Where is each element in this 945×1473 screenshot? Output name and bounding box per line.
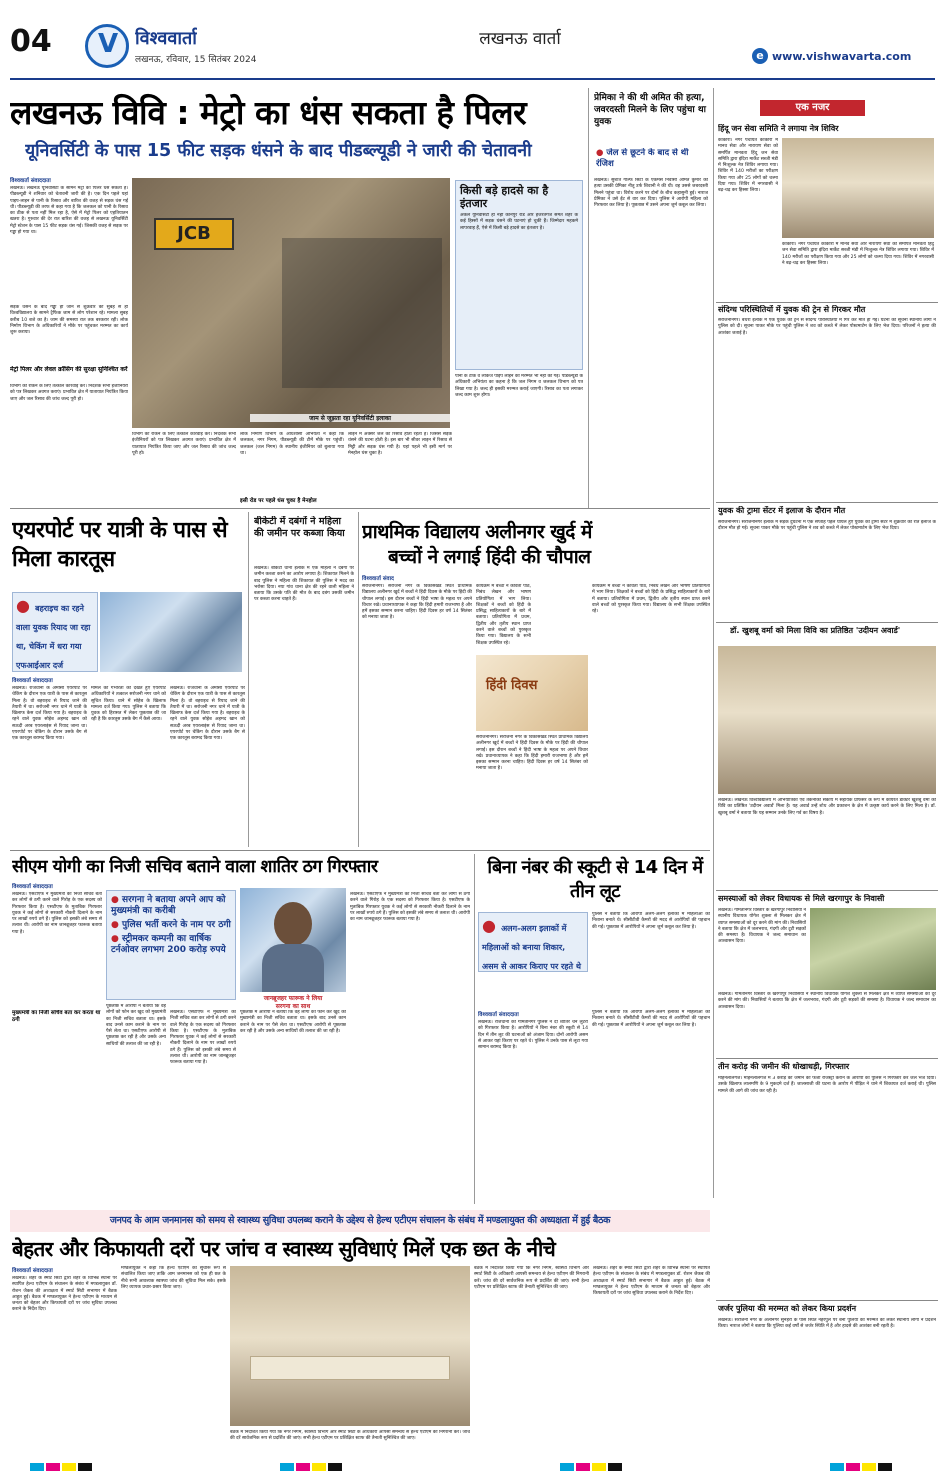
fraud-callout-box [106,890,236,1000]
date-line: लखनऊ, रविवार, 15 सितंबर 2024 [135,55,257,65]
murder-callout-text: जेल से छूटने के बाद से थी रंजिश [596,148,689,169]
scooty-body-2: पुलिस ने बताया कि आरोपी अलग-अलग इलाकों में महिलाओं को निशाना बनाते थे। सीसीटीवी कैमरों की मदद से आरोपियों की पहचान की गई। पूछताछ में आरोपियों ने अपना जुर्म कबूल कर लिया है। [592,1010,710,1028]
scooty-callout-text: अलग-अलग इलाकों में महिलाओं को बनाया शिकार, असम से आकर किराए पर रहते थे [482,924,582,971]
hindi-body-1: सरोजनीनगर। सरोजनी नगर के विकासखंड स्थित प्राथमिक विद्यालय अलीनगर खुर्द में बच्चों ने हिंदी दिवस के मौके पर हिंदी की चौपाल लगाई। इस दौरान बच्चों ने हिंदी भाषा के महत्व पर अपने विचार रखे। प्रधानाध्यापक ने कहा कि हिंदी हमारी राजभाषा है और हमें इसका सम्मान करना चाहिए। हिंदी दिवस हर वर्ष 14 सितंबर को मनाया जाता है। [362,584,472,621]
collapsed-road-area [282,238,442,388]
scooty-headline: बिना नंबर की स्कूटी से 14 दिन में तीन लूट [487,857,703,902]
nazar-item1-body: काकोरी। नगर पंचायत काकोरी में मानव सेवा और नारायण सेवा को समर्पित मानवता हिंदू जन सेवा समिति द्वारा इंदिरा मार्केट सब्जी मंडी में निःशुल्क नेत्र शिविर लगाया गया। शिविर में 140 मरीजों का परीक्षण किया गया और 25 लोगों को चश्मा दिया गया। शिविर में नगरवासी ने बढ़-चढ़ कर हिस्सा लिया। [718,138,778,194]
accused-body-shape [262,944,324,992]
lead-body-3: लोक निर्माण विभाग के अधिशासी अभियंता ने कहा कि जलकल, नगर निगम, पीडब्ल्यूडी की टीमें मौके पर पहुंचीं। जलकल (जल निगम) के स्थानीय इंजीनियर को बुलाया गया था। [240,432,344,456]
fraud-callout-3: ● स्ट्रीमकर कम्पनी का वार्षिक टर्नओवर लगभग 200 करोड़ रुपये [111,934,226,955]
nazar-item5-head: समस्याओं को लेकर विधायक से मिले खरगापुर के निवासी [718,894,885,903]
hindi-headline-1: प्राथमिक विद्यालय अलीनगर खुर्द में [362,521,592,543]
hindi-byline: विश्ववार्ता संवाद [362,576,394,582]
bullet-icon: ● [596,148,604,158]
hindi-body-2: कार्यक्रम में बच्चों ने कविता पाठ, निबंध लेखन और भाषण प्रतियोगिता में भाग लिया। शिक्षकों ने बच्चों को हिंदी के प्रसिद्ध साहित्यकारों के बारे में बताया। प्रतियोगिता में प्रथम, द्वितीय और तृतीय स्थान प्राप्त करने वाले बच्चों को पुरस्कृत किया गया। विद्यालय के सभी शिक्षक उपस्थित रहे। [476,584,531,646]
nazar-item2-body: सरोजनीनगर। बंथरा इलाके में एक युवक की ट्रेन से संदिग्ध परिस्थितियों में गिर कर मौत हो गई। घटना की सूचना स्थानीय लोगों ने पुलिस को दी। सूचना पाकर मौके पर पहुंची पुलिस ने शव को कब्जे में लेकर पोस्टमार्टम के लिए भेज दिया। परिजनों ने हत्या की आशंका जताई है। [718,318,936,336]
nazar-item5-photo [810,908,936,990]
airport-byline: विश्ववार्ता संवाददाता [12,678,53,684]
nazar-item4-body: लखनऊ। लखनऊ विश्वविद्यालय में अभियांत्रिकी एवं तकनीकी संकाय में सहायक प्रोफेसर के रूप में कार्यरत डॉक्टर खुशबू वर्मा को विवि का प्रतिष्ठित 'उदीयन अवार्ड' मिला है। यह अवार्ड उन्हें शोध और प्रकाशन के क्षेत्र में उत्कृष्ट कार्य करने के लिए मिला है। डॉ. खुशबू वर्मा ने बताया कि यह सम्मान उनके लिए गर्व का विषय है। [718,798,936,816]
meeting-table [250,1356,450,1380]
header-rule [10,78,935,80]
nazar-item5-body: लखनऊ। गोमतीनगर विस्तार के खरगापुर निवासियों ने स्थानीय विधायक योगेश शुक्ला से मिलकर क्षेत्र में व्याप्त समस्याओं को दूर करने की मांग की। निवासियों ने बताया कि क्षेत्र में जलभराव, गंदगी और टूटी सड़कों की समस्या है। विधायक ने जल्द समाधान का आश्वासन दिया। [718,908,806,945]
fraud-body-1: लखनऊ। एसटीएफ ने मुख्यमंत्री का निजी सचिव बता कर लोगों से ठगी करने वाले गिरोह के एक सदस्य को गिरफ्तार किया है। एसटीएफ के मुताबिक गिरफ्तार युवक ने कई लोगों से सरकारी नौकरी दिलाने के नाम पर लाखों रुपये ठगे हैं। पुलिस को इसकी लंबे समय से तलाश थी। आरोपी का नाम जानब्रूजहर फारूक बताया गया है। [12,892,102,935]
accident-box [455,180,583,370]
accident-box-body: अकेले यूनिवर्सिटी ही नहीं कानपुर रोड और हजरतगंज समेत शहर के कई हिस्सों में सड़क धंसने की घटनाएं हो चुकी हैं। जिम्मेदार महकमे लापरवाह हैं, ऐसे में किसी बड़े हादसे का इंतजार है। [460,213,578,231]
nazar-item3-head: युवक की ट्रामा सेंटर में इलाज के दौरान मौत [718,506,846,515]
airport-body-3: लखनऊ। राजधानी के अमौसी एयरपोर्ट पर चेकिंग के दौरान एक यात्री के पास से कारतूस मिला है। वो बहराइच से रियाद जाने की तैयारी में था। सरोजनी नगर थाने में यात्री के खिलाफ केस दर्ज किया गया है। बहराइच के रहने वाले युवक सोहेब अहमद खान को सऊदी अरब एयरलाइंस से रियाद जाना था। एयरपोर्ट पर चेकिंग के दौरान उसके बैग से एक कारतूस बरामद किया गया। [170,686,245,742]
nazar-item2-head: संदिग्ध परिस्थितियों में युवक की ट्रेन से गिरकर मौत [718,305,866,314]
lead-body-1: लखनऊ। लखनऊ यूनिवर्सिटी के सामने मेट्रो का पिलर धंस सकता है। पीडब्ल्यूडी ने शनिवार को चेतावनी जारी की है। एक दिन पहले यहां पाइप-लाइन से पानी के रिसाव और बारिश की वजह से सड़क धंस गई थी। पीडब्ल्यूडी की तरफ से कहा गया है कि जलकल को पानी के रिसाव का ठीक से पता नहीं मिल रहा है, ऐसे में मेट्रो पिलर को एहतियातन खतरा है। गुरुवार की देर रात बारिश की वजह से लखनऊ यूनिवर्सिटी मेट्रो स्टेशन के पास 15 फीट सड़क धंस गई। जिसकी वजह से सड़क पर गड्ढा हो गया था। [10,186,128,236]
health-body-4: बैठक में निर्देशित किया गया कि नगर निगम, स्वास्थ्य विभाग और स्मार्ट सिटी के अधिकारी आपसी समन्वय से हेल्थ एटीएम की निगरानी करें। जांच की दरें सार्वजनिक रूप से प्रदर्शित की जाएं। सभी हेल्थ एटीएम पर प्रशिक्षित स्टाफ की तैनाती सुनिश्चित की जाए। [474,1266,589,1290]
health-headline: बेहतर और किफायती दरों पर जांच व स्वास्थ्य सुविधाएं मिलें एक छत के नीचे [12,1237,556,1261]
nazar-item7-body: लखनऊ। सरोजनी नगर के अलीनगर सुनहरा के पास स्थित नहरपुल पर बनी पुलिया की मरम्मत को लेकर स्थानीय लोगों ने प्रदर्शन किया। नाराज लोगों ने बताया कि पुलिया कई वर्षों से जर्जर स्थिति में है और हादसे की आशंका बनी रहती है। [718,1318,936,1330]
land-body: लखनऊ। बीकेटी थाना इलाके में एक महिला ने दबंगों पर जमीन कब्जा करने का आरोप लगाया है। शिकायत मिलने के बाद पुलिस ने महिला की शिकायत की पुलिस ने मदद का भरोसा दिया। नया गांव थाना क्षेत्र की रहने वाली महिला ने बताया कि उसके पति की मौत के बाद दबंग उसकी जमीन पर कब्जा करना चाहते हैं। [254,566,354,603]
fraud-photo-caption: जानब्रूजहर फारूक ने लिया सरगना का साथ [263,995,323,1010]
web-icon: e [752,48,768,64]
lead-byline: विश्ववार्ता संवाददाता [10,178,51,184]
paper-name: विश्ववार्ता [135,28,197,49]
hindi-body-3: सरोजनीनगर। सरोजनी नगर के विकासखंड स्थित प्राथमिक विद्यालय अलीनगर खुर्द में बच्चों ने हिंदी दिवस के मौके पर हिंदी की चौपाल लगाई। इस दौरान बच्चों ने हिंदी भाषा के महत्व पर अपने विचार रखे। प्रधानाध्यापक ने कहा कि हिंदी हमारी राजभाषा है और हमें इसका सम्मान करना चाहिए। हिंदी दिवस हर वर्ष 14 सितंबर को मनाया जाता है। [476,735,588,772]
airport-photo [100,592,242,672]
fraud-headline: सीएम योगी का निजी सचिव बताने वाला शातिर ठग गिरफ्तार [12,857,378,877]
lead-body-1c: विभाग को रोकने के लिए तत्काल कार्रवाई करें। निदेशक सभी इंजीनियरों को पत्र लिखकर अवगत कराएं। प्रभावित क्षेत्र में यातायात नियंत्रित किया जाए और जल रिसाव की जांच जल्द पूरी हो। [10,384,128,402]
scooty-body-1: लखनऊ। राजधानी की गोमतीनगर पुलिस ने दो शातिर चेन लुटेरों को गिरफ्तार किया है। आरोपियों ने बिना नंबर की स्कूटी से 14 दिन में तीन लूट की घटनाओं को अंजाम दिया। दोनों आरोपी असम से आकर यहां किराए पर रहते थे। पुलिस ने उनके पास से लूटा गया सामान बरामद किया है। [478,1020,588,1051]
nazar-item6-head: तीन करोड़ की जमीन की धोखाधड़ी, गिरफ्तार [718,1062,850,1071]
health-byline: विश्ववार्ता संवाददाता [12,1268,53,1274]
jcb-machine: JCB [154,218,234,250]
hindi-headline-2: बच्चों ने लगाई हिंदी की चौपाल [388,546,591,568]
scooty-callout-box [478,912,588,972]
airport-body-2: मामले की गंभीरता को देखते हुए एयरपोर्ट अधिकारियों ने तत्काल सरोजनी नगर थाने को सूचित किया। थाने में सोहेब के खिलाफ मामला दर्ज किया गया। पुलिस ने बताया कि युवक को हिरासत में लेकर पूछताछ की जा रही है कि कारतूस उसके बैग में कैसे आया। [91,686,166,723]
fraud-body-5: लखनऊ। एसटीएफ ने मुख्यमंत्री का निजी सचिव बता कर लोगों से ठगी करने वाले गिरोह के एक सदस्य को गिरफ्तार किया है। एसटीएफ के मुताबिक गिरफ्तार युवक ने कई लोगों से सरकारी नौकरी दिलाने के नाम पर लाखों रुपये ठगे हैं। पुलिस को इसकी लंबे समय से तलाश थी। आरोपी का नाम जानब्रूजहर फारूक बताया गया है। [350,892,470,923]
health-body-1: लखनऊ। शहर के स्मार्ट सिटी द्वारा शहर के विभिन्न स्थानों पर स्थापित हेल्थ एटीएम के संचालन के संबंध में मण्डलायुक्त डॉ. रोशन जैकब की अध्यक्षता में स्मार्ट सिटी सभागार में बैठक आहूत हुई। बैठक में मण्डलायुक्त ने हेल्थ एटीएम के माध्यम से जनता को बेहतर और किफायती दरों पर जांच सुविधा उपलब्ध कराने के निर्देश दिए। [12,1276,117,1313]
nazar-item1-body-2: काकोरी। नगर पंचायत काकोरी में मानव सेवा और नारायण सेवा को समर्पित मानवता हिंदू जन सेवा समिति द्वारा इंदिरा मार्केट सब्जी मंडी में निःशुल्क नेत्र शिविर लगाया गया। शिविर में 140 मरीजों का परीक्षण किया गया और 25 लोगों को चश्मा दिया गया। शिविर में नगरवासी ने बढ़-चढ़ कर हिस्सा लिया। [782,242,934,266]
accused-head-shape [274,902,312,946]
fraud-body-2: पूछताछ में आरोपी ने बताया कि वह लोगों को फोन कर खुद को मुख्यमंत्री का निजी सचिव बताता था। इसके बाद उनसे काम कराने के नाम पर पैसे लेता था। एसटीएफ आरोपी से पूछताछ कर रही है और उसके अन्य साथियों की तलाश की जा रही है। [106,1004,166,1047]
fraud-byline: विश्ववार्ता संवाददाता [12,884,53,890]
nazar-item5-body-2: लखनऊ। गोमतीनगर विस्तार के खरगापुर निवासियों ने स्थानीय विधायक योगेश शुक्ला से मिलकर क्षेत्र में व्याप्त समस्याओं को दूर करने की मांग की। निवासियों ने बताया कि क्षेत्र में जलभराव, गंदगी और टूटी सड़कों की समस्या है। विधायक ने जल्द समाधान का आश्वासन दिया। [718,992,936,1010]
fraud-body-4: पूछताछ में आरोपी ने बताया कि वह लोगों को फोन कर खुद को मुख्यमंत्री का निजी सचिव बताता था। इसके बाद उनसे काम कराने के नाम पर पैसे लेता था। एसटीएफ आरोपी से पूछताछ कर रही है और उसके अन्य साथियों की तलाश की जा रही है। [240,1010,346,1034]
nazar-item1-head: हिंदू जन सेवा समिति ने लगाया नेत्र शिविर [718,124,839,133]
health-body-3: बैठक में निर्देशित किया गया कि नगर निगम, स्वास्थ्य विभाग और स्मार्ट सिटी के अधिकारी आपसी समन्वय से हेल्थ एटीएम की निगरानी करें। जांच की दरें सार्वजनिक रूप से प्रदर्शित की जाएं। सभी हेल्थ एटीएम पर प्रशिक्षित स्टाफ की तैनाती सुनिश्चित की जाए। [230,1430,470,1442]
airport-callout-box [12,592,98,672]
fraud-callout-2: ● पुलिस भर्ती करने के नाम पर ठगी [111,920,231,930]
nazar-item6-body: मोहनलालगंज। मोहनलालगंज में 3 करोड़ की जमीन की फर्जी रजिस्ट्री कराने के आरोपी को पुलिस ने गिरफ्तार कर जेल भेज दिया। उसके खिलाफ लालमणि के 9 मुकदमे दर्ज हैं। जालसाजी की घटना के आरोप में पीड़ित ने थाने में शिकायत दर्ज कराई थी। पुलिस मामले की आगे की जांच कर रही है। [718,1076,936,1094]
murder-headline: प्रेमिका ने की थी अमित की हत्या, जवरदस्ती मिलने के लिए पहुंचा था युवक [594,93,706,127]
nazar-item1-photo [782,138,934,238]
airport-callout-text: बहराइच का रहने वाला युवक रियाद जा रहा था, चेकिंग में धरा गया एफआईआर दर्ज [16,604,91,670]
nazar-item4-photo-award [718,646,936,794]
ek-nazar-label: एक नजर [760,100,865,116]
health-body-2: मण्डलायुक्त ने कहा कि हेल्थ एटीएम को सुचारू रूप से संचालित किया जाए ताकि आम जनमानस को एक ही छत के नीचे सभी आवश्यक स्वास्थ्य जांच की सुविधा मिल सके। इसके लिए व्यापक प्रचार-प्रसार किया जाए। [121,1266,226,1290]
nazar-item7-head: जर्जर पुलिया की मरम्मत को लेकर किया प्रदर्शन [718,1304,857,1313]
airport-headline: एयरपोर्ट पर यात्री के पास से मिला कारतूस [12,518,228,572]
bullet-icon: ● [482,916,496,935]
health-banner: जनपद के आम जनमानस को समय से स्वास्थ्य सुविधा उपलब्ध कराने के उद्देश्य से हेल्थ एटीएम संचालन के संबंध में मण्डलायुक्त की अध्यक्षता में हुई बैठक [10,1210,710,1232]
logo-icon: V [97,29,119,59]
murder-body: लखनऊ। सुशांत गोल्फ सिटी के एकमस निवासी अमित कुमार की हत्या उसकी प्रेमिका नीतू उर्फ शिवानी ने की थी। वह उससे जबरदस्ती मिलने पहुंचा था। विरोध करने पर दोनों के बीच कहासुनी हुई। नाराज प्रेमिका ने उसे ईंट से वार कर दिया। पुलिस ने आरोपी महिला को गिरफ्तार कर लिया है। पूछताछ में उसने अपना जुर्म कबूल कर लिया। [594,178,708,209]
lead-subhead-2: इसी रोड पर पहले धंस चुका है मेनहोल [240,498,317,504]
section-name: लखनऊ वार्ता [479,29,561,49]
murder-callout [596,148,708,169]
page-number: 04 [10,24,52,59]
website-link[interactable]: www.vishwavarta.com [772,50,912,63]
health-meeting-photo [230,1266,470,1426]
lead-photo-road-collapse [132,178,450,428]
hindi-diwas-text: हिंदी दिवस [486,678,538,693]
nazar-item3-body: सरोजनीनगर। सरोजनीनगर इलाके में सड़क दुर्घटना में एक सप्ताह पहले घायल हुए युवक की ट्रामा सेंटर में शुक्रवार की रात इलाज के दौरान मौत हो गई। सूचना पाकर मौके पर पहुंची पुलिस ने शव को कब्जे में लेकर पोस्टमार्टम के लिए भेज दिया। [718,520,936,532]
fraud-subhead: मुख्यमंत्री का निजी सचिव बता कर करता था ठगी [12,1010,101,1023]
accident-box-headline: किसी बड़े हादसे का है इंतजार [460,184,549,210]
lead-body-2: विभाग को रोकने के लिए तत्काल कार्रवाई करें। निदेशक सभी इंजीनियरों को पत्र लिखकर अवगत कराएं। प्रभावित क्षेत्र में यातायात नियंत्रित किया जाए और जल रिसाव की जांच जल्द पूरी हो। [132,432,236,456]
fraud-accused-photo [240,888,346,992]
nazar-item4-head: डॉ. खुशबू वर्मा को मिला विवि का प्रतिष्ठित 'उदीयन अवार्ड' [730,626,901,635]
lead-subheadline: यूनिवर्सिटी के पास 15 फीट सड़क धंसने के बाद पीडब्ल्यूडी ने जारी की चेतावनी [25,141,532,161]
accident-body: पानी के टीके व लीकेज पाइप लाइन की मरम्मत भी नहीं की गई। पीडब्ल्यूडी के अधिकारी अभियंता का कहना है कि जल निगम व जलकल विभाग को पत्र लिखा गया है। जल्द ही इसकी मरम्मत कराई जाएगी। रिसाव का पता लगाकर जल्द काम शुरू होगा। [455,374,583,398]
scooty-body-top: पुलिस ने बताया कि आरोपी अलग-अलग इलाकों में महिलाओं को निशाना बनाते थे। सीसीटीवी कैमरों की मदद से आरोपियों की पहचान की गई। पूछताछ में आरोपियों ने अपना जुर्म कबूल कर लिया है। [592,912,710,930]
airport-body-1: लखनऊ। राजधानी के अमौसी एयरपोर्ट पर चेकिंग के दौरान एक यात्री के पास से कारतूस मिला है। वो बहराइच से रियाद जाने की तैयारी में था। सरोजनी नगर थाने में यात्री के खिलाफ केस दर्ज किया गया है। बहराइच के रहने वाले युवक सोहेब अहमद खान को सऊदी अरब एयरलाइंस से रियाद जाना था। एयरपोर्ट पर चेकिंग के दौरान उसके बैग से एक कारतूस बरामद किया गया। [12,686,87,742]
lead-headline: लखनऊ विवि : मेट्रो का धंस सकता है पिलर [10,93,527,132]
registration-strip [0,1463,945,1473]
bullet-icon: ● [16,596,30,615]
hindi-body-4: कार्यक्रम में बच्चों ने कविता पाठ, निबंध लेखन और भाषण प्रतियोगिता में भाग लिया। शिक्षकों ने बच्चों को हिंदी के प्रसिद्ध साहित्यकारों के बारे में बताया। प्रतियोगिता में प्रथम, द्वितीय और तृतीय स्थान प्राप्त करने वाले बच्चों को पुरस्कृत किया गया। विद्यालय के सभी शिक्षक उपस्थित रहे। [592,584,710,615]
health-body-5: लखनऊ। शहर के स्मार्ट सिटी द्वारा शहर के विभिन्न स्थानों पर स्थापित हेल्थ एटीएम के संचालन के संबंध में मण्डलायुक्त डॉ. रोशन जैकब की अध्यक्षता में स्मार्ट सिटी सभागार में बैठक आहूत हुई। बैठक में मण्डलायुक्त ने हेल्थ एटीएम के माध्यम से जनता को बेहतर और किफायती दरों पर जांच सुविधा उपलब्ध कराने के निर्देश दिए। [593,1266,710,1297]
lead-body-1b: सड़क धंसने के बाद गड्ढा हो जाने से शुक्रवार की सुबह से ही विश्वविद्यालय के सामने ट्रैफिक जाम से लोग परेशान रहे। मामला सुबह करीब 10 बजे का है। जाम की समस्या रात तक बरकरार रही। लोक निर्माण विभाग के अधिकारियों ने मौके पर पहुंचकर मरम्मत का कार्य शुरू कराया। [10,305,128,336]
scooty-byline: विश्ववार्ता संवाददाता [478,1012,519,1018]
lead-photo-caption: जाम से जूझता रहा यूनिवर्सिटी इलाका [250,414,450,422]
fraud-body-3: लखनऊ। एसटीएफ ने मुख्यमंत्री का निजी सचिव बता कर लोगों से ठगी करने वाले गिरोह के एक सदस्य को गिरफ्तार किया है। एसटीएफ के मुताबिक गिरफ्तार युवक ने कई लोगों से सरकारी नौकरी दिलाने के नाम पर लाखों रुपये ठगे हैं। पुलिस को इसकी लंबे समय से तलाश थी। आरोपी का नाम जानब्रूजहर फारूक बताया गया है। [170,1010,236,1066]
land-headline: बीकेटी में दबंगों ने महिला की जमीन पर कब्जा किया [254,516,345,539]
fraud-callout-1: ● सरगना ने बताया अपने आप को मुख्यमंत्री का करीबी [111,895,226,916]
lead-body-4: लाइन में अक्सर जल का रिसाव होता रहता है। जिससे सड़क धंसने की घटना होती है। इस बार भी सीवर लाइन में रिसाव से मिट्टी और सड़क धंस गयी है। यहां पहले भी इसी मार्ग पर मेनहोल धंस चुका है। [348,432,452,456]
lead-subhead-1: मेट्रो पिलर और लेवल क्रॉसिंग की सुरक्षा सुनिश्चित करें [10,366,128,373]
hindi-diwas-photo [476,655,588,731]
